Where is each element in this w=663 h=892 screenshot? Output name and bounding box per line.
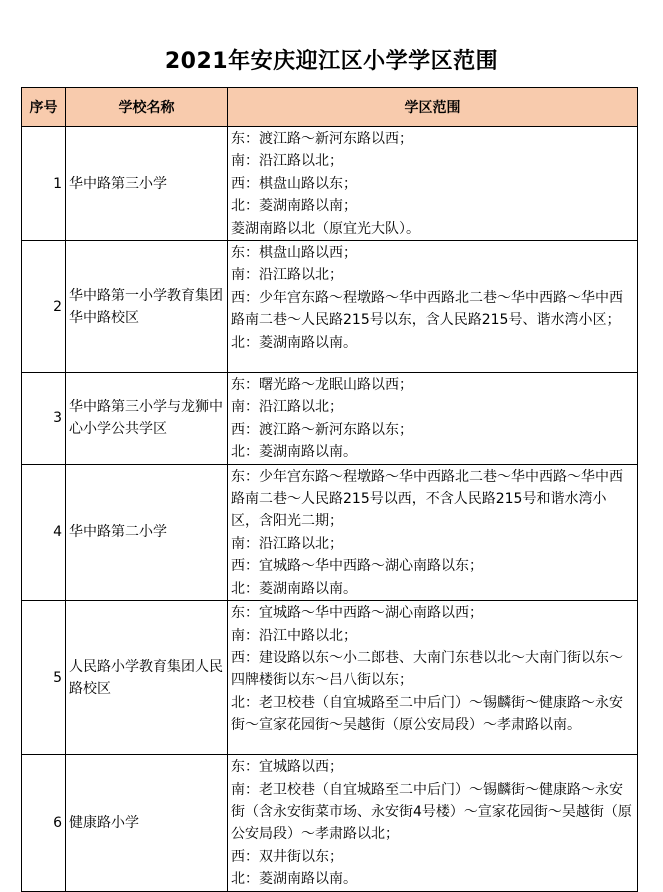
- school-name: 华中路第一小学教育集团华中路校区: [66, 241, 228, 373]
- range-line: 北：菱湖南路以南；: [231, 198, 357, 215]
- range-line: 南：沿江中路以北；: [231, 627, 357, 644]
- row-number: 1: [22, 127, 66, 241]
- district-range: [228, 127, 638, 241]
- table-row: [22, 601, 638, 755]
- range-line: 北：菱湖南路以南。: [231, 334, 357, 351]
- range-line: 东：少年宫东路～程墩路～华中西路北二巷～华中西路～华中西路南二巷～人民路215号以西，不含人民路215号和谐水湾小区，含阳光二期；: [231, 468, 623, 530]
- header-range: 学区范围: [228, 88, 638, 127]
- range-line: 南：沿江路以北；: [231, 267, 343, 284]
- table-row: [22, 373, 638, 465]
- district-range: [228, 464, 638, 600]
- row-number: 3: [22, 373, 66, 465]
- range-line: 南：老卫校巷（自宜城路至二中后门）～锡麟街～健康路～永安街（含永安街菜市场、永安街4号楼）～宣家花园街～吴越街（原公安局段）～孝肃路以北；: [231, 781, 632, 843]
- range-line: 南：沿江路以北；: [231, 399, 343, 416]
- table-row: [22, 241, 638, 373]
- page-title: 2021年安庆迎江区小学学区范围: [164, 49, 499, 74]
- range-line: 北：菱湖南路以南。: [231, 871, 357, 888]
- range-line: 南：沿江路以北；: [231, 153, 343, 170]
- school-name: 华中路第二小学: [66, 464, 228, 600]
- range-line: 东：渡江路～新河东路以西；: [231, 131, 413, 147]
- district-range: [228, 755, 638, 891]
- school-name: 华中路第三小学: [66, 127, 228, 241]
- table-header-row: [22, 88, 638, 127]
- range-line: 东：曙光路～龙眠山路以西；: [231, 377, 413, 394]
- school-name: 健康路小学: [66, 755, 228, 891]
- range-line: 西：宜城路～华中西路～湖心南路以东；: [231, 558, 483, 575]
- range-line: 东：棋盘山路以西；: [231, 245, 357, 262]
- range-line: 西：少年宫东路～程墩路～华中西路北二巷～华中西路～华中西路南二巷～人民路215号以东，含人民路215号、谐水湾小区；: [231, 289, 623, 329]
- school-name: 华中路第三小学与龙狮中心小学公共学区: [66, 373, 228, 465]
- district-range: [228, 601, 638, 755]
- school-district-table: [21, 87, 638, 892]
- table-row: [22, 127, 638, 241]
- range-line: 西：棋盘山路以东；: [231, 175, 357, 192]
- row-number: 2: [22, 241, 66, 373]
- range-line: 南：沿江路以北；: [231, 535, 343, 552]
- range-line: 东：宜城路以西；: [231, 759, 343, 776]
- range-line: 西：建设路以东～小二郎巷、大南门东巷以北～大南门街以东～四牌楼街以东～吕八街以东；: [231, 649, 623, 689]
- header-num: 序号: [22, 88, 66, 127]
- district-range: [228, 373, 638, 465]
- range-line: 东：宜城路～华中西路～湖心南路以西；: [231, 605, 483, 622]
- range-line: 北：菱湖南路以南。: [231, 444, 357, 461]
- header-school: 学校名称: [66, 88, 228, 127]
- row-number: 6: [22, 755, 66, 891]
- range-line: 北：菱湖南路以南。: [231, 580, 357, 597]
- range-line: 北：老卫校巷（自宜城路至二中后门）～锡麟街～健康路～永安街～宣家花园街～吴越街（原公安局段）～孝肃路以南。: [231, 694, 623, 734]
- table-row: [22, 464, 638, 600]
- table-row: [22, 755, 638, 891]
- range-line: 西：渡江路～新河东路以东；: [231, 421, 413, 438]
- school-name: 人民路小学教育集团人民路校区: [66, 601, 228, 755]
- row-number: 4: [22, 464, 66, 600]
- range-line: 西：双井街以东；: [231, 848, 343, 865]
- row-number: 5: [22, 601, 66, 755]
- district-range: [228, 241, 638, 373]
- range-line: 菱湖南路以北（原宜光大队）。: [231, 220, 420, 237]
